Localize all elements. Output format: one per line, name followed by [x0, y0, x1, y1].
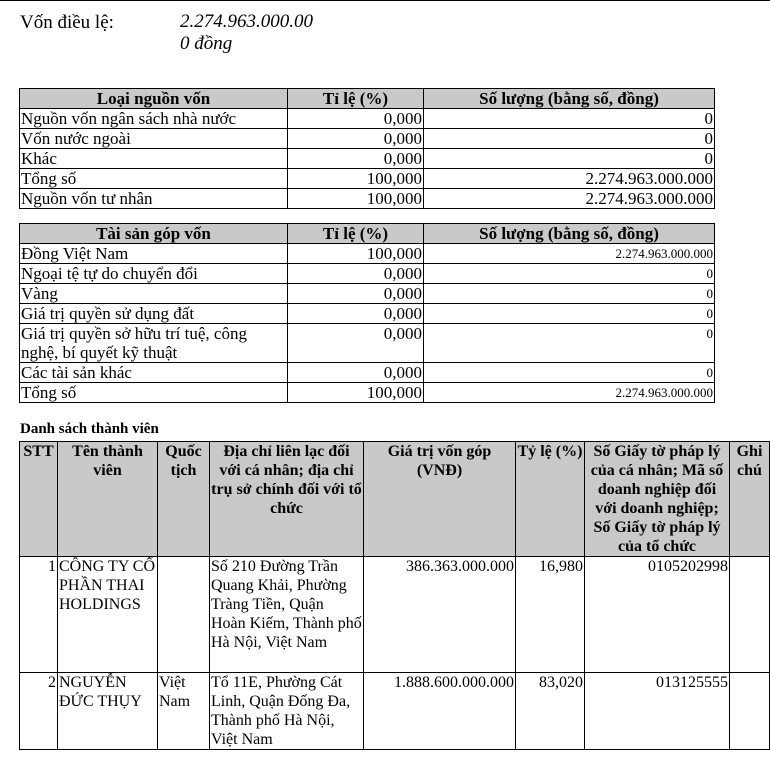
table-row — [20, 284, 715, 304]
asset-ratio: 100,000 — [288, 244, 424, 264]
column-header: Số Giấy tờ pháp lý của cá nhân; Mã số doanh nghiệp đối với doanh nghiệp; Số Giấy tờ pháp lý của tổ chức — [585, 442, 730, 557]
source-name: Khác — [20, 149, 288, 169]
charter-capital-value: 2.274.963.000.00 — [180, 11, 313, 32]
table-row — [20, 324, 715, 363]
column-header: Số lượng (bằng số, đồng) — [424, 224, 715, 244]
member-nationality — [158, 557, 210, 673]
source-name: Vốn nước ngoài — [20, 129, 288, 149]
member-note — [730, 673, 770, 750]
asset-name: Các tài sản khác — [20, 363, 288, 383]
column-header: Tỉ lệ (%) — [288, 89, 424, 109]
table-row — [20, 264, 715, 284]
source-amount: 2.274.963.000.000 — [424, 169, 715, 189]
asset-amount: 0 — [424, 363, 715, 383]
member-stt: 1 — [20, 557, 58, 673]
column-header: Tài sản góp vốn — [20, 224, 288, 244]
asset-ratio: 0,000 — [288, 264, 424, 284]
top-border-line — [0, 0, 770, 1]
member-name: CÔNG TY CỔ PHẦN THAIHOLDINGS — [58, 557, 158, 673]
source-amount: 0 — [424, 149, 715, 169]
source-name: Tổng số — [20, 169, 288, 189]
table-row — [20, 304, 715, 324]
asset-amount: 0 — [424, 264, 715, 284]
asset-amount: 0 — [424, 284, 715, 304]
asset-amount: 0 — [424, 324, 715, 363]
column-header: Quốc tịch — [158, 442, 210, 557]
table-row — [20, 189, 715, 209]
asset-amount: 2.274.963.000.000 — [424, 244, 715, 264]
table-row — [20, 363, 715, 383]
column-header: Địa chỉ liên lạc đối với cá nhân; địa chỉ trụ sở chính đối với tổ chức — [210, 442, 364, 557]
column-header: Số lượng (bằng số, đồng) — [424, 89, 715, 109]
table-row — [20, 244, 715, 264]
source-ratio: 0,000 — [288, 149, 424, 169]
capital-source-table — [19, 88, 715, 209]
asset-ratio: 0,000 — [288, 304, 424, 324]
member-capital-value: 386.363.000.000 — [364, 557, 516, 673]
asset-name: Đồng Việt Nam — [20, 244, 288, 264]
member-name: NGUYỄN ĐỨC THỤY — [58, 673, 158, 750]
column-header: Tỉ lệ (%) — [288, 224, 424, 244]
table-header-row — [20, 224, 715, 244]
table-header-row — [20, 442, 770, 557]
table-row — [20, 169, 715, 189]
member-id-number: 013125555 — [585, 673, 730, 750]
asset-name: Giá trị quyền sở hữu trí tuệ, công nghệ, bí quyết kỹ thuật — [20, 324, 288, 363]
asset-ratio: 0,000 — [288, 284, 424, 304]
source-amount: 2.274.963.000.000 — [424, 189, 715, 209]
source-amount: 0 — [424, 109, 715, 129]
table-row — [20, 557, 770, 673]
column-header: Loại nguồn vốn — [20, 89, 288, 109]
asset-amount: 0 — [424, 304, 715, 324]
asset-ratio: 0,000 — [288, 324, 424, 363]
table-header-row — [20, 89, 715, 109]
column-header: STT — [20, 442, 58, 557]
source-ratio: 0,000 — [288, 129, 424, 149]
source-amount: 0 — [424, 129, 715, 149]
column-header: Ghi chú — [730, 442, 770, 557]
source-ratio: 100,000 — [288, 169, 424, 189]
asset-name: Giá trị quyền sử dụng đất — [20, 304, 288, 324]
asset-name: Tổng số — [20, 383, 288, 403]
member-ratio: 16,980 — [516, 557, 585, 673]
member-id-number: 0105202998 — [585, 557, 730, 673]
source-name: Nguồn vốn ngân sách nhà nước — [20, 109, 288, 129]
table-row — [20, 109, 715, 129]
table-row — [20, 129, 715, 149]
member-capital-value: 1.888.600.000.000 — [364, 673, 516, 750]
column-header: Tên thành viên — [58, 442, 158, 557]
source-ratio: 100,000 — [288, 189, 424, 209]
table-row — [20, 149, 715, 169]
members-section-title: Danh sách thành viên — [20, 421, 159, 437]
charter-capital-value-cont: 0 đồng — [180, 33, 233, 54]
source-ratio: 0,000 — [288, 109, 424, 129]
column-header: Giá trị vốn góp (VNĐ) — [364, 442, 516, 557]
source-name: Nguồn vốn tư nhân — [20, 189, 288, 209]
member-stt: 2 — [20, 673, 58, 750]
asset-ratio: 0,000 — [288, 363, 424, 383]
asset-ratio: 100,000 — [288, 383, 424, 403]
member-address: Tổ 11E, Phường Cát Linh, Quận Đống Đa, Thành phố Hà Nội, Việt Nam — [210, 673, 364, 750]
capital-asset-table — [19, 223, 715, 403]
members-table — [19, 441, 770, 750]
table-row — [20, 383, 715, 403]
asset-name: Vàng — [20, 284, 288, 304]
asset-name: Ngoại tệ tự do chuyển đổi — [20, 264, 288, 284]
member-note — [730, 557, 770, 673]
charter-capital-label: Vốn điều lệ: — [20, 12, 114, 33]
asset-amount: 2.274.963.000.000 — [424, 383, 715, 403]
column-header: Tỷ lệ (%) — [516, 442, 585, 557]
member-nationality: Việt Nam — [158, 673, 210, 750]
member-address: Số 210 Đường Trần Quang Khải, Phường Tràng Tiền, Quận Hoàn Kiếm, Thành phố Hà Nội, Việt Nam — [210, 557, 364, 673]
member-ratio: 83,020 — [516, 673, 585, 750]
table-row — [20, 673, 770, 750]
